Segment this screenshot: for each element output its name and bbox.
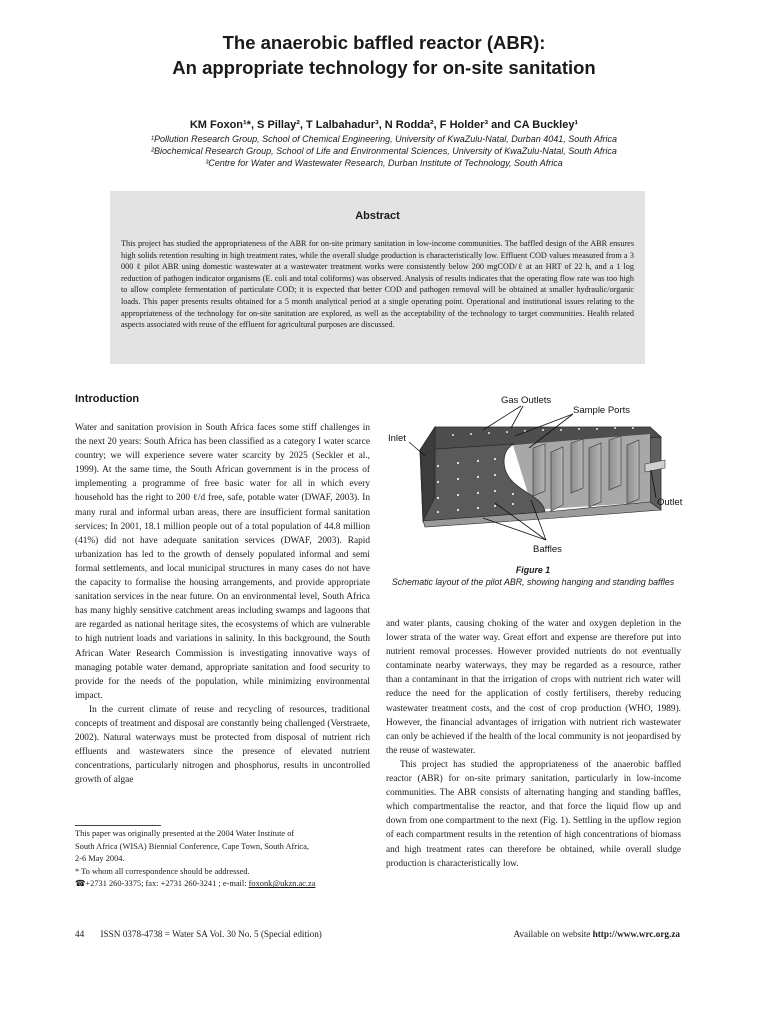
figure-caption (383, 564, 683, 588)
figure-1 (383, 390, 693, 560)
paper-title (0, 30, 768, 80)
introduction-heading: Introduction (75, 393, 140, 405)
label-baffles: Baffles (533, 544, 562, 555)
website-link[interactable]: http://www.wrc.org.za (592, 929, 680, 939)
abr-schematic (383, 390, 693, 560)
page-footer-left (75, 929, 322, 939)
contact-numbers: ☎+2731 260-3375; fax: +2731 260-3241 ; e-mail: (75, 879, 249, 889)
title-line-2: An appropriate technology for on-site sanitation (172, 57, 596, 78)
available-label: Available on website (513, 929, 593, 939)
correspondence-note: * To whom all correspondence should be addressed. (75, 866, 250, 876)
email-link[interactable]: foxonk@ukzn.ac.za (248, 879, 316, 889)
baffle-hanging-1 (533, 444, 545, 496)
footnote-line-1: This paper was originally presented at the 2004 Water Institute of (75, 829, 295, 838)
baffle-standing-3 (627, 440, 639, 504)
intro-paragraph-3: and water plants, causing choking of the water and oxygen depletion in the lower strata of the water way. Great effort and expense are therefore put into nutrient removal processes. However provided nutrients do not eventually contaminate nearby waterways, they may be regarded as a resource, rather than a contaminant in that the irrigation of crops with nutrient rich water will reduce the need for the application of costly fertilisers, thereby reducing wastewater treatment costs, and the cost of crop production (WHO, 1989). However, the financial advantages of irrigation with nutrient rich wastewater can only be achieved if the health of the local community is not jeopardised by the reuse of wastewater. (386, 619, 681, 756)
abstract-box (110, 191, 645, 364)
baffle-hanging-3 (609, 436, 621, 490)
baffle-standing-2 (589, 443, 601, 507)
baffle-standing-1 (551, 447, 563, 511)
left-column (75, 421, 370, 787)
label-outlet: Outlet (657, 497, 683, 508)
affiliation-2: ²Biochemical Research Group, School of Life and Environmental Sciences, University of KwaZulu-Natal, South Africa (151, 146, 617, 156)
footnote (75, 828, 375, 891)
journal-citation: ISSN 0378-4738 = Water SA Vol. 30 No. 5 (Special edition) (100, 929, 322, 939)
label-sample-ports: Sample Ports (573, 405, 631, 416)
page-footer-right (513, 929, 680, 939)
figure-caption-text: Schematic layout of the pilot ABR, showing hanging and standing baffles (391, 577, 675, 587)
figure-number: Figure 1 (515, 565, 551, 575)
affiliations (0, 133, 768, 169)
abstract-heading: Abstract (355, 210, 400, 222)
baffle-hanging-2 (571, 439, 583, 493)
footnote-line-2: South Africa (WISA) Biennial Conference, Cape Town, South Africa, (75, 841, 309, 851)
author-list: KM Foxon¹*, S Pillay², T Lalbahadur³, N Rodda², F Holder³ and CA Buckley¹ (189, 119, 579, 131)
label-inlet: Inlet (388, 433, 406, 444)
footnote-divider (75, 825, 161, 826)
footnote-line-3: 2-6 May 2004. (75, 854, 125, 864)
intro-paragraph-4: This project has studied the appropriateness of the anaerobic baffled reactor (ABR) for on-site primary sanitation, particularly in low-income communities. The ABR consists of alternating hanging and standing baffles, which compartmentalise the reactor, and that force the liquid flow up and down from one compartment to the next (Fig. 1). Settling in the upflow region of each compartment results in the retention of high concentrations of biomass and high treatment rates can therefore be obtained, while overall sludge production is characteristically low. (386, 759, 681, 869)
affiliation-1: ¹Pollution Research Group, School of Chemical Engineering, University of KwaZulu-Natal, Durban 4041, South Africa (151, 134, 617, 144)
intro-paragraph-1: Water and sanitation provision in South Africa faces some stiff challenges in the next 20 years: South Africa has been classified as a category I water scarce country; we will experience severe water scarcity by 2025 (Seckler et al., 1999). At the same time, the South African government is in the process of implementing a programme of free basic water for all in which every household has the right to 200 ℓ/d free, safe, potable water (DWAF, 2003). In many rural and informal urban areas, there are insufficient formal sanitation services; In 2001, 18.1 million people out of a total population of 44.8 million (41%) did not have adequate sanitation services (DWAF, 2003). Rapid urbanization has led to the growth of densely populated informal and semi formal settlements, and local municipal structures in many cases do not have the capacity to formalise the housing arrangements, and provide appropriate sanitation services in the near future. On an environmental level, South Africa has many highly sensitive catchment areas including swamps and lagoons that are regarded as national heritage sites, the ecosystems of which are vulnerable to high nutrient loads and variations in salinity. In this background, the South African Water Research Commission is investigating innovative ways of managing potable water demand, appropriate sanitation and food security to provide for the needs of the population, while minimizing environmental impact. (75, 423, 370, 701)
contact-line (75, 878, 375, 891)
label-gas-outlets: Gas Outlets (501, 395, 552, 406)
title-line-1: The anaerobic baffled reactor (ABR): (222, 32, 546, 53)
intro-paragraph-2: In the current climate of reuse and recycling of resources, traditional concepts of treatment and disposal are constantly being challenged (Verstraete, 2002). Natural waterways must be protected from disposal of nutrient rich effluents and wastewaters since the presence of elevated nutrient concentrations, particularly nitrogen and phosphorus, results in uncontrolled growth of algae (75, 704, 370, 786)
right-column (386, 617, 681, 871)
affiliation-3: ³Centre for Water and Wastewater Research, Durban Institute of Technology, South Africa (205, 158, 563, 168)
page-number: 44 (75, 929, 85, 939)
abstract-text: This project has studied the appropriateness of the ABR for on-site primary sanitation in low-income communities. The baffled design of the ABR ensures high solids retention resulting in high treatment rates, while the overall sludge production is characteristically low. Effluent COD values measured from a 3 000 ℓ pilot ABR using domestic wastewater at a wastewater treatment works were consistently below 200 mgCOD/ℓ at an HRT of 22 h, and a 1 log reduction of pathogen indicator organisms (E. coli and total coliforms) was observed. Analysis of results indicates that the operating flow rate was too high to allow complete fermentation of particulate COD; it is expected that better COD and pathogen removal will be obtained at smaller hydraulic/organic loads. This paper presents results obtained for a 5 month analytical period at a single operating point. Operational and institutional issues relating to the appropriateness of the technology for on-site sanitation are explored, as well as the acceptability of the technology to target communities. Health related aspects associated with reuse of the effluent for agricultural purposes are discussed. (121, 239, 634, 330)
